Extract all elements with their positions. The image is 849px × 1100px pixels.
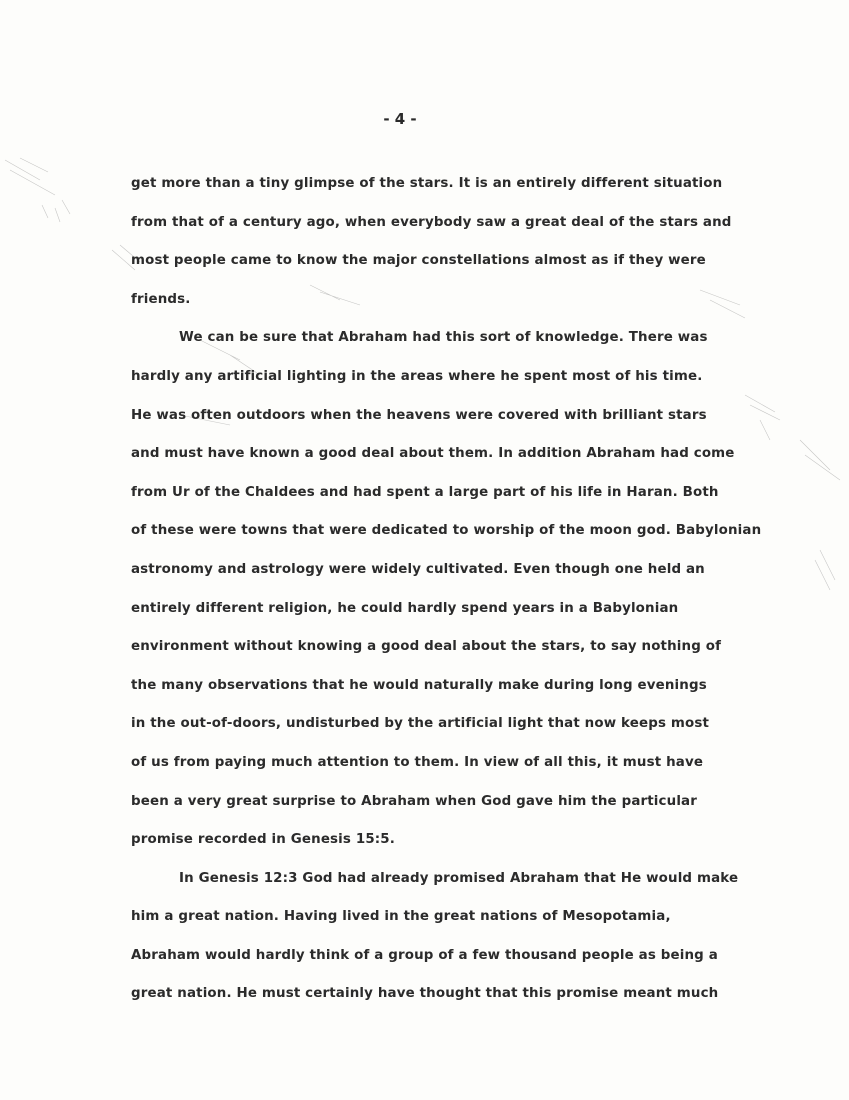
text-line: from Ur of the Chaldees and had spent a large part of his life in Haran. Both: [131, 484, 719, 500]
text-line: of these were towns that were dedicated to worship of the moon god. Babylonian: [131, 523, 762, 539]
text-line: hardly any artificial lighting in the areas where he spent most of his time.: [131, 368, 703, 384]
text-line: him a great nation. Having lived in the great nations of Mesopotamia,: [131, 909, 671, 925]
text-line: and must have known a good deal about them. In addition Abraham had come: [131, 446, 735, 462]
text-line: most people came to know the major constellations almost as if they were: [131, 253, 706, 269]
text-line: In Genesis 12:3 God had already promised Abraham that He would make: [179, 870, 739, 886]
text-line: great nation. He must certainly have thought that this promise meant much: [131, 986, 719, 1002]
body-text: [131, 165, 811, 1014]
text-line: friends.: [131, 291, 191, 307]
text-line: He was often outdoors when the heavens were covered with brilliant stars: [131, 407, 707, 423]
page-number: - 4 -: [383, 110, 417, 128]
text-line: in the out-of-doors, undisturbed by the artificial light that now keeps most: [131, 716, 709, 732]
text-line: been a very great surprise to Abraham when God gave him the particular: [131, 793, 697, 809]
text-line: environment without knowing a good deal about the stars, to say nothing of: [131, 639, 722, 655]
text-line: of us from paying much attention to them. In view of all this, it must have: [131, 754, 704, 770]
text-line: promise recorded in Genesis 15:5.: [131, 832, 395, 848]
text-line: entirely different religion, he could hardly spend years in a Babylonian: [131, 600, 679, 616]
text-line: Abraham would hardly think of a group of a few thousand people as being a: [131, 947, 718, 963]
text-line: the many observations that he would naturally make during long evenings: [131, 677, 707, 693]
text-line: astronomy and astrology were widely cultivated. Even though one held an: [131, 561, 705, 577]
text-line: from that of a century ago, when everybody saw a great deal of the stars and: [131, 214, 732, 230]
text-line: get more than a tiny glimpse of the stars. It is an entirely different situation: [131, 176, 723, 191]
text-line: We can be sure that Abraham had this sort of knowledge. There was: [179, 330, 708, 346]
